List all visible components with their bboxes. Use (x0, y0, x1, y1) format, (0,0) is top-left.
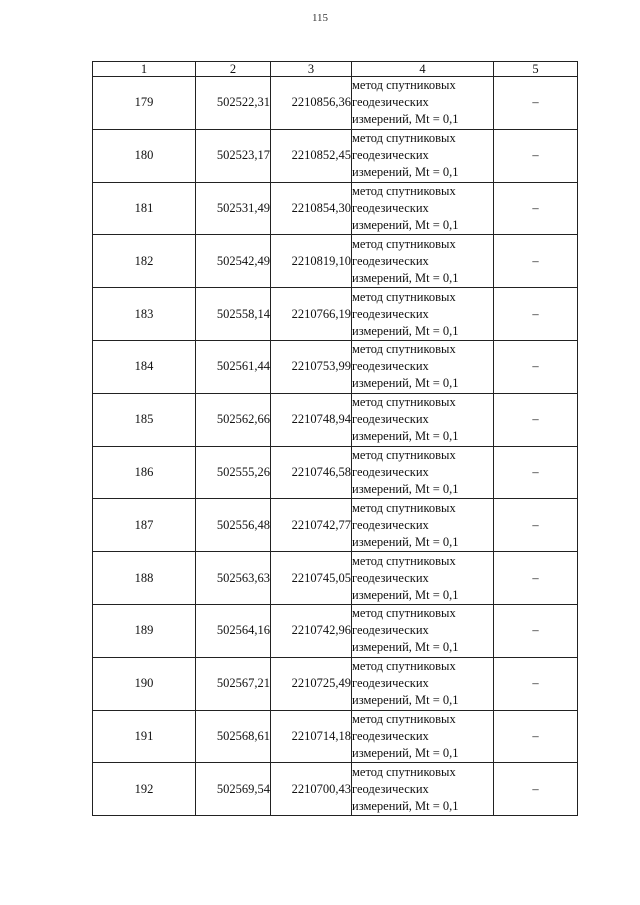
method-text-line: геодезических (352, 148, 429, 163)
y-coordinate-cell: 2210856,36 (271, 77, 352, 130)
method-text-line: метод спутниковых (352, 659, 456, 674)
method-cell (352, 288, 494, 341)
method-text-line: метод спутниковых (352, 553, 456, 568)
x-coordinate-cell: 502555,26 (196, 446, 271, 499)
method-text-line: геодезических (352, 623, 429, 638)
table-row (93, 77, 578, 130)
method-text-line: геодезических (352, 464, 429, 479)
point-number-cell: 186 (93, 446, 196, 499)
point-number-cell: 185 (93, 393, 196, 446)
method-text-line: измерений, Mt = 0,1 (352, 481, 459, 496)
method-text-line: геодезических (352, 200, 429, 215)
x-coordinate-cell: 502567,21 (196, 657, 271, 710)
column-5-cell: – (494, 340, 578, 393)
method-text-line: метод спутниковых (352, 711, 456, 726)
method-text-line: измерений, Mt = 0,1 (352, 429, 459, 444)
method-cell (352, 657, 494, 710)
method-text-line: геодезических (352, 517, 429, 532)
method-cell (352, 340, 494, 393)
method-text-line: геодезических (352, 412, 429, 427)
method-cell (352, 129, 494, 182)
column-5-cell: – (494, 393, 578, 446)
method-cell (352, 182, 494, 235)
method-cell (352, 393, 494, 446)
method-text-line: измерений, Mt = 0,1 (352, 587, 459, 602)
method-text-line: геодезических (352, 570, 429, 585)
column-5-cell: – (494, 499, 578, 552)
table-row (93, 182, 578, 235)
point-number-cell: 179 (93, 77, 196, 130)
x-coordinate-cell: 502561,44 (196, 340, 271, 393)
y-coordinate-cell: 2210714,18 (271, 710, 352, 763)
method-text-line: метод спутниковых (352, 395, 456, 410)
method-cell (352, 499, 494, 552)
column-5-cell: – (494, 604, 578, 657)
y-coordinate-cell: 2210742,96 (271, 604, 352, 657)
method-text-line: метод спутниковых (352, 289, 456, 304)
method-text-line: измерений, Mt = 0,1 (352, 640, 459, 655)
table-row (93, 393, 578, 446)
table-row (93, 499, 578, 552)
method-text-line: измерений, Mt = 0,1 (352, 217, 459, 232)
coordinates-table (92, 61, 578, 816)
method-text-line: геодезических (352, 306, 429, 321)
x-coordinate-cell: 502522,31 (196, 77, 271, 130)
method-text-line: измерений, Mt = 0,1 (352, 376, 459, 391)
x-coordinate-cell: 502563,63 (196, 552, 271, 605)
point-number-cell: 188 (93, 552, 196, 605)
point-number-cell: 183 (93, 288, 196, 341)
point-number-cell: 180 (93, 129, 196, 182)
table-row (93, 288, 578, 341)
method-text-line: измерений, Mt = 0,1 (352, 112, 459, 127)
method-text-line: метод спутниковых (352, 131, 456, 146)
point-number-cell: 182 (93, 235, 196, 288)
method-cell (352, 604, 494, 657)
column-5-cell: – (494, 552, 578, 605)
method-text-line: измерений, Mt = 0,1 (352, 270, 459, 285)
method-text-line: метод спутниковых (352, 764, 456, 779)
method-text-line: геодезических (352, 676, 429, 691)
method-cell (352, 763, 494, 816)
table-header-row (93, 62, 578, 77)
column-header-3: 3 (271, 62, 352, 77)
x-coordinate-cell: 502531,49 (196, 182, 271, 235)
x-coordinate-cell: 502564,16 (196, 604, 271, 657)
method-text-line: измерений, Mt = 0,1 (352, 323, 459, 338)
method-text-line: геодезических (352, 781, 429, 796)
method-text-line: метод спутниковых (352, 78, 456, 93)
column-5-cell: – (494, 182, 578, 235)
column-header-4: 4 (352, 62, 494, 77)
y-coordinate-cell: 2210854,30 (271, 182, 352, 235)
method-text-line: метод спутниковых (352, 236, 456, 251)
method-text-line: измерений, Mt = 0,1 (352, 165, 459, 180)
method-text-line: измерений, Mt = 0,1 (352, 693, 459, 708)
y-coordinate-cell: 2210746,58 (271, 446, 352, 499)
method-cell (352, 710, 494, 763)
x-coordinate-cell: 502569,54 (196, 763, 271, 816)
table-row (93, 235, 578, 288)
y-coordinate-cell: 2210745,05 (271, 552, 352, 605)
method-text-line: геодезических (352, 253, 429, 268)
column-header-5: 5 (494, 62, 578, 77)
x-coordinate-cell: 502556,48 (196, 499, 271, 552)
point-number-cell: 190 (93, 657, 196, 710)
y-coordinate-cell: 2210753,99 (271, 340, 352, 393)
method-text-line: метод спутниковых (352, 183, 456, 198)
method-cell (352, 552, 494, 605)
method-text-line: геодезических (352, 95, 429, 110)
method-text-line: измерений, Mt = 0,1 (352, 798, 459, 813)
table-row (93, 604, 578, 657)
column-5-cell: – (494, 446, 578, 499)
column-header-1: 1 (93, 62, 196, 77)
y-coordinate-cell: 2210742,77 (271, 499, 352, 552)
method-cell (352, 77, 494, 130)
table-row (93, 657, 578, 710)
method-cell (352, 446, 494, 499)
column-5-cell: – (494, 77, 578, 130)
y-coordinate-cell: 2210819,10 (271, 235, 352, 288)
table-row (93, 129, 578, 182)
page-number: 115 (311, 12, 329, 24)
x-coordinate-cell: 502562,66 (196, 393, 271, 446)
column-5-cell: – (494, 235, 578, 288)
method-text-line: геодезических (352, 728, 429, 743)
column-5-cell: – (494, 657, 578, 710)
y-coordinate-cell: 2210725,49 (271, 657, 352, 710)
method-text-line: измерений, Mt = 0,1 (352, 534, 459, 549)
column-header-2: 2 (196, 62, 271, 77)
table-row (93, 763, 578, 816)
point-number-cell: 184 (93, 340, 196, 393)
point-number-cell: 189 (93, 604, 196, 657)
column-5-cell: – (494, 129, 578, 182)
column-5-cell: – (494, 288, 578, 341)
table-row (93, 340, 578, 393)
y-coordinate-cell: 2210852,45 (271, 129, 352, 182)
x-coordinate-cell: 502523,17 (196, 129, 271, 182)
column-5-cell: – (494, 710, 578, 763)
y-coordinate-cell: 2210748,94 (271, 393, 352, 446)
y-coordinate-cell: 2210766,19 (271, 288, 352, 341)
x-coordinate-cell: 502542,49 (196, 235, 271, 288)
method-cell (352, 235, 494, 288)
x-coordinate-cell: 502568,61 (196, 710, 271, 763)
method-text-line: метод спутниковых (352, 500, 456, 515)
table-row (93, 552, 578, 605)
point-number-cell: 181 (93, 182, 196, 235)
method-text-line: геодезических (352, 359, 429, 374)
method-text-line: метод спутниковых (352, 342, 456, 357)
point-number-cell: 187 (93, 499, 196, 552)
y-coordinate-cell: 2210700,43 (271, 763, 352, 816)
point-number-cell: 192 (93, 763, 196, 816)
method-text-line: измерений, Mt = 0,1 (352, 745, 459, 760)
method-text-line: метод спутниковых (352, 447, 456, 462)
method-text-line: метод спутниковых (352, 606, 456, 621)
x-coordinate-cell: 502558,14 (196, 288, 271, 341)
table-row (93, 710, 578, 763)
point-number-cell: 191 (93, 710, 196, 763)
column-5-cell: – (494, 763, 578, 816)
table-body (93, 77, 578, 816)
table-row (93, 446, 578, 499)
